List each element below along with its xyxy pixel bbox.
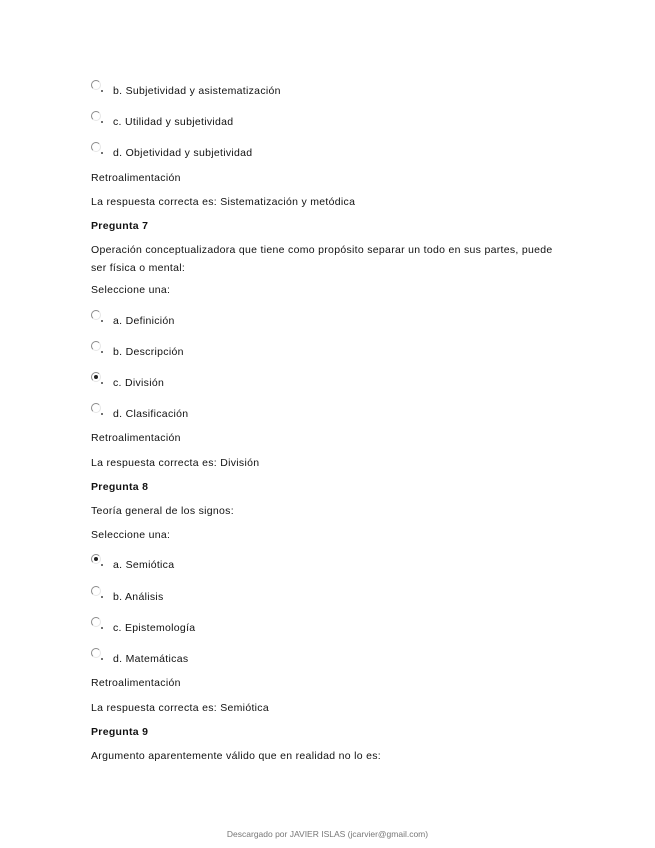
q7-option-c-label: c. División xyxy=(113,377,165,389)
q7-option-d-label: d. Clasificación xyxy=(113,408,189,420)
q8-correct-answer: La respuesta correcta es: Semiótica xyxy=(91,702,269,714)
q7-option-a-label: a. Definición xyxy=(113,315,175,327)
radio-button-icon[interactable] xyxy=(91,648,101,658)
q9-question-text: Argumento aparentemente válido que en realidad no lo es: xyxy=(91,750,381,762)
q7-option-b[interactable] xyxy=(91,341,551,361)
q7-option-b-label: b. Descripción xyxy=(113,346,184,358)
q7-question-text: Operación conceptualizadora que tiene como propósito separar un todo en sus partes, puede ser física o mental: xyxy=(91,244,553,274)
q6-option-d-label: d. Objetividad y subjetividad xyxy=(113,147,253,159)
radio-button-icon[interactable] xyxy=(91,341,101,351)
radio-button-icon[interactable] xyxy=(91,617,101,627)
radio-button-icon[interactable] xyxy=(91,142,101,152)
q8-question-text: Teoría general de los signos: xyxy=(91,505,234,517)
q8-option-a-label: a. Semiótica xyxy=(113,559,175,571)
q7-option-a[interactable] xyxy=(91,310,551,330)
q6-option-b-label: b. Subjetividad y asistematización xyxy=(113,85,281,97)
q7-select-prompt: Seleccione una: xyxy=(91,284,171,296)
q7-feedback-label: Retroalimentación xyxy=(91,432,181,444)
download-footer: Descargado por JAVIER ISLAS (jcarvier@gmail.com) xyxy=(226,829,429,839)
q8-heading: Pregunta 8 xyxy=(91,481,149,493)
radio-button-checked-icon[interactable] xyxy=(91,372,101,382)
q8-option-b[interactable] xyxy=(91,586,551,606)
q6-correct-answer: La respuesta correcta es: Sistematización y metódica xyxy=(91,196,356,208)
q6-option-d[interactable] xyxy=(91,142,551,162)
q9-heading: Pregunta 9 xyxy=(91,726,149,738)
q6-option-c[interactable] xyxy=(91,111,551,131)
q8-option-a[interactable] xyxy=(91,554,551,574)
q8-option-c[interactable] xyxy=(91,617,551,637)
radio-button-icon[interactable] xyxy=(91,586,101,596)
radio-button-icon[interactable] xyxy=(91,80,101,90)
radio-button-icon[interactable] xyxy=(91,111,101,121)
radio-button-icon[interactable] xyxy=(91,310,101,320)
q8-feedback-label: Retroalimentación xyxy=(91,677,181,689)
q6-option-b[interactable] xyxy=(91,80,551,100)
q6-feedback-label: Retroalimentación xyxy=(91,172,181,184)
q6-option-c-label: c. Utilidad y subjetividad xyxy=(113,116,234,128)
radio-button-checked-icon[interactable] xyxy=(91,554,101,564)
q8-option-c-label: c. Epistemología xyxy=(113,622,196,634)
q8-select-prompt: Seleccione una: xyxy=(91,529,171,541)
q7-correct-answer: La respuesta correcta es: División xyxy=(91,457,260,469)
q8-option-d[interactable] xyxy=(91,648,551,668)
q8-option-d-label: d. Matemáticas xyxy=(113,653,189,665)
q7-option-c[interactable] xyxy=(91,372,551,392)
radio-button-icon[interactable] xyxy=(91,403,101,413)
q7-heading: Pregunta 7 xyxy=(91,220,149,232)
q7-option-d[interactable] xyxy=(91,403,551,423)
q8-option-b-label: b. Análisis xyxy=(113,591,164,603)
